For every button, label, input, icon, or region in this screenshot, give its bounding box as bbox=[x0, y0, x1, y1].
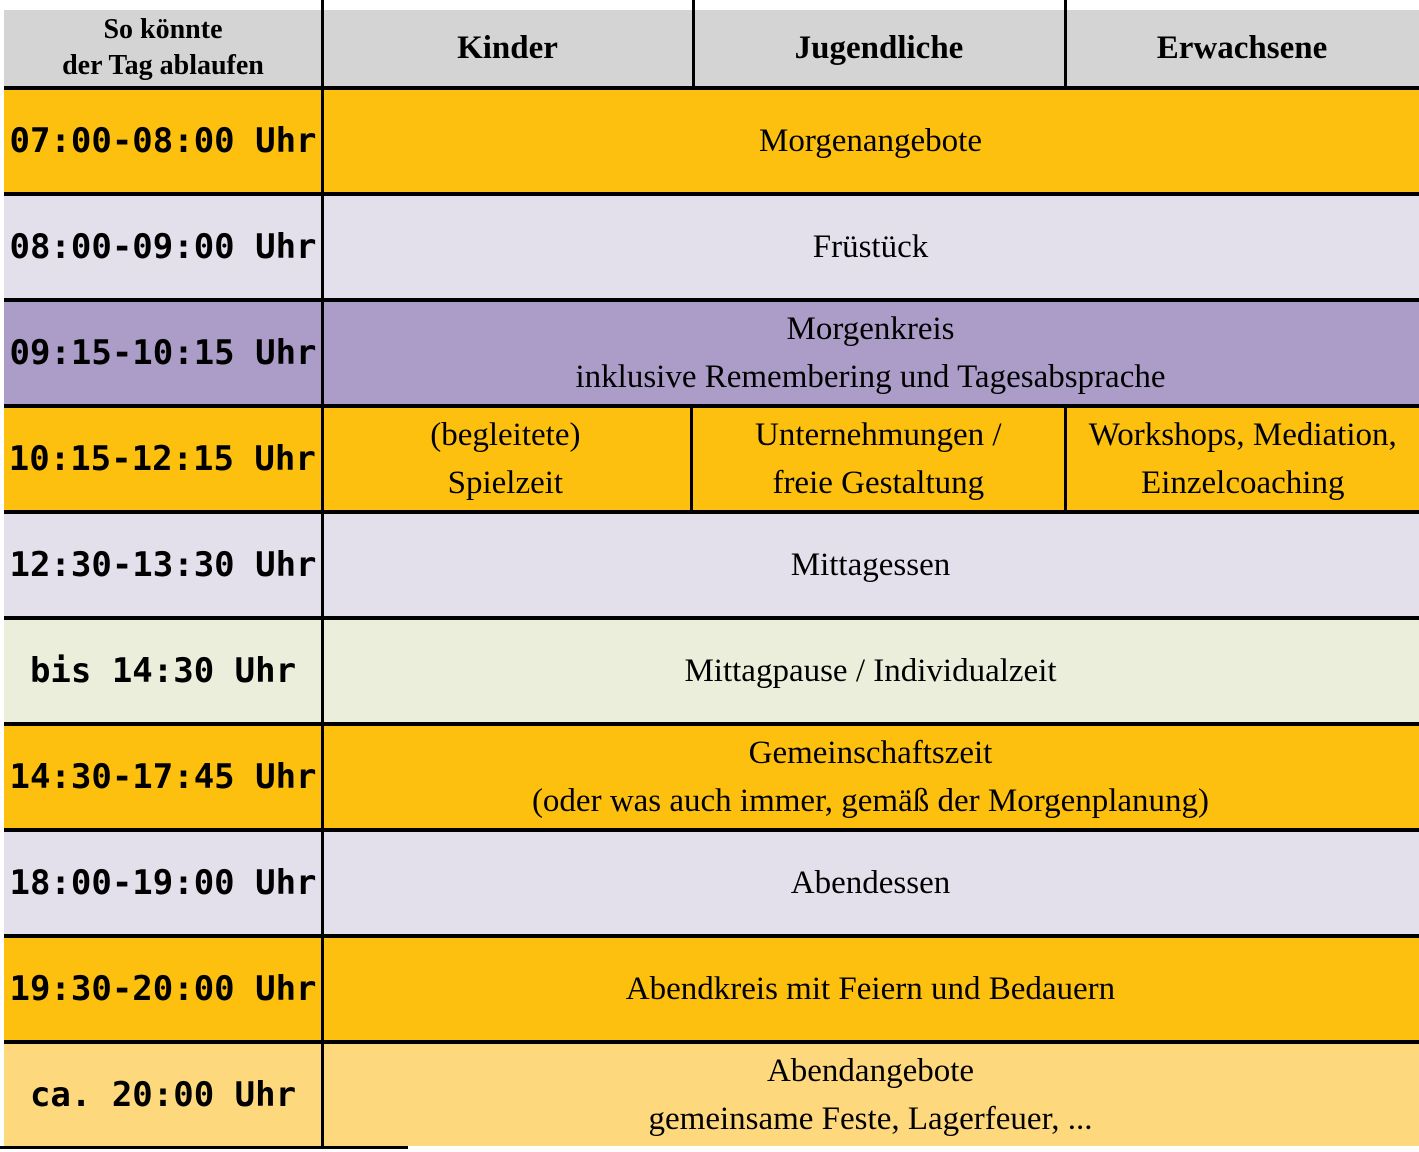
time-cell bbox=[4, 726, 322, 828]
activity-cell-erwachsene bbox=[1064, 408, 1419, 510]
schedule-table bbox=[4, 10, 1419, 1146]
row-abendkreis bbox=[4, 938, 1419, 1044]
activity-line-1: Workshops, Mediation, bbox=[1088, 417, 1397, 453]
activity-cell-kinder bbox=[321, 408, 690, 510]
activity-line-2: freie Gestaltung bbox=[772, 465, 985, 501]
row-mittagessen bbox=[4, 514, 1419, 620]
activity-cell-jugendliche bbox=[690, 408, 1063, 510]
table-bottom-border bbox=[0, 1146, 408, 1149]
header-time-line-1: So könnte bbox=[103, 14, 223, 45]
time-cell bbox=[4, 302, 322, 404]
activity-cell bbox=[322, 514, 1419, 616]
activity-line-1: (begleitete) bbox=[430, 417, 581, 453]
activity-line-1: Unternehmungen / bbox=[755, 417, 1002, 453]
time-label: 14:30-17:45 Uhr bbox=[9, 757, 317, 797]
row-abendangebote bbox=[4, 1044, 1419, 1146]
vertical-divider-kinder-jugendliche bbox=[692, 0, 695, 90]
header-cell-kinder bbox=[322, 10, 693, 86]
header-time-line-2: der Tag ablaufen bbox=[62, 50, 264, 81]
time-label: 09:15-10:15 Uhr bbox=[9, 333, 317, 373]
activity-line: Mittagpause / Individualzeit bbox=[684, 653, 1057, 689]
header-erwachsene-label: Erwachsene bbox=[1156, 30, 1328, 66]
header-row bbox=[4, 10, 1419, 90]
activity-cell bbox=[322, 1044, 1419, 1146]
time-cell bbox=[4, 1044, 322, 1146]
activity-line-2: (oder was auch immer, gemäß der Morgenplanung) bbox=[531, 783, 1210, 819]
row-gemeinschaftszeit bbox=[4, 726, 1419, 832]
time-label: 10:15-12:15 Uhr bbox=[8, 439, 316, 479]
time-cell bbox=[4, 514, 322, 616]
time-cell bbox=[4, 832, 322, 934]
vertical-divider-jugendliche-erwachsene bbox=[1064, 0, 1067, 90]
activity-cell bbox=[322, 938, 1419, 1040]
header-kinder-label: Kinder bbox=[457, 30, 558, 66]
time-label: 12:30-13:30 Uhr bbox=[9, 545, 317, 585]
activity-line: Morgenangebote bbox=[759, 123, 982, 159]
activity-line-2: gemeinsame Feste, Lagerfeuer, ... bbox=[648, 1101, 1093, 1137]
activity-line-2: Einzelcoaching bbox=[1141, 465, 1345, 501]
time-cell bbox=[4, 938, 322, 1040]
time-label: 18:00-19:00 Uhr bbox=[9, 863, 317, 903]
time-cell bbox=[4, 620, 322, 722]
activity-cell bbox=[322, 196, 1419, 298]
activity-line: Abendessen bbox=[790, 865, 951, 901]
activity-cell bbox=[322, 620, 1419, 722]
header-cell-erwachsene bbox=[1065, 10, 1419, 86]
header-cell-jugendliche bbox=[693, 10, 1065, 86]
time-cell bbox=[4, 90, 322, 192]
vertical-divider-time-column bbox=[321, 0, 324, 1149]
row-abendessen bbox=[4, 832, 1419, 938]
time-label: bis 14:30 Uhr bbox=[29, 651, 297, 691]
row-spielzeit-unternehmungen-workshops bbox=[4, 408, 1419, 514]
activity-cell bbox=[322, 832, 1419, 934]
activity-line-2: inklusive Remembering und Tagesabsprache bbox=[575, 359, 1166, 395]
activity-line: Mittagessen bbox=[790, 547, 951, 583]
header-jugendliche-label: Jugendliche bbox=[794, 30, 964, 66]
row-morgenkreis bbox=[4, 302, 1419, 408]
activity-cell bbox=[322, 90, 1419, 192]
activity-line-1: Morgenkreis bbox=[786, 311, 955, 347]
time-label: 08:00-09:00 Uhr bbox=[9, 227, 317, 267]
header-cell-time bbox=[4, 10, 322, 86]
time-cell bbox=[4, 408, 321, 510]
activity-cell bbox=[322, 726, 1419, 828]
activity-line: Abendkreis mit Feiern und Bedauern bbox=[625, 971, 1116, 1007]
time-label: 19:30-20:00 Uhr bbox=[9, 969, 317, 1009]
activity-line-1: Abendangebote bbox=[766, 1053, 975, 1089]
activity-line-1: Gemeinschaftszeit bbox=[748, 735, 993, 771]
time-cell bbox=[4, 196, 322, 298]
activity-cell bbox=[322, 302, 1419, 404]
activity-line-2: Spielzeit bbox=[447, 465, 564, 501]
row-morgenangebote bbox=[4, 90, 1419, 196]
row-fruestueck bbox=[4, 196, 1419, 302]
row-mittagpause bbox=[4, 620, 1419, 726]
time-label: ca. 20:00 Uhr bbox=[29, 1075, 297, 1115]
activity-line: Früstück bbox=[812, 229, 929, 265]
time-label: 07:00-08:00 Uhr bbox=[9, 121, 317, 161]
